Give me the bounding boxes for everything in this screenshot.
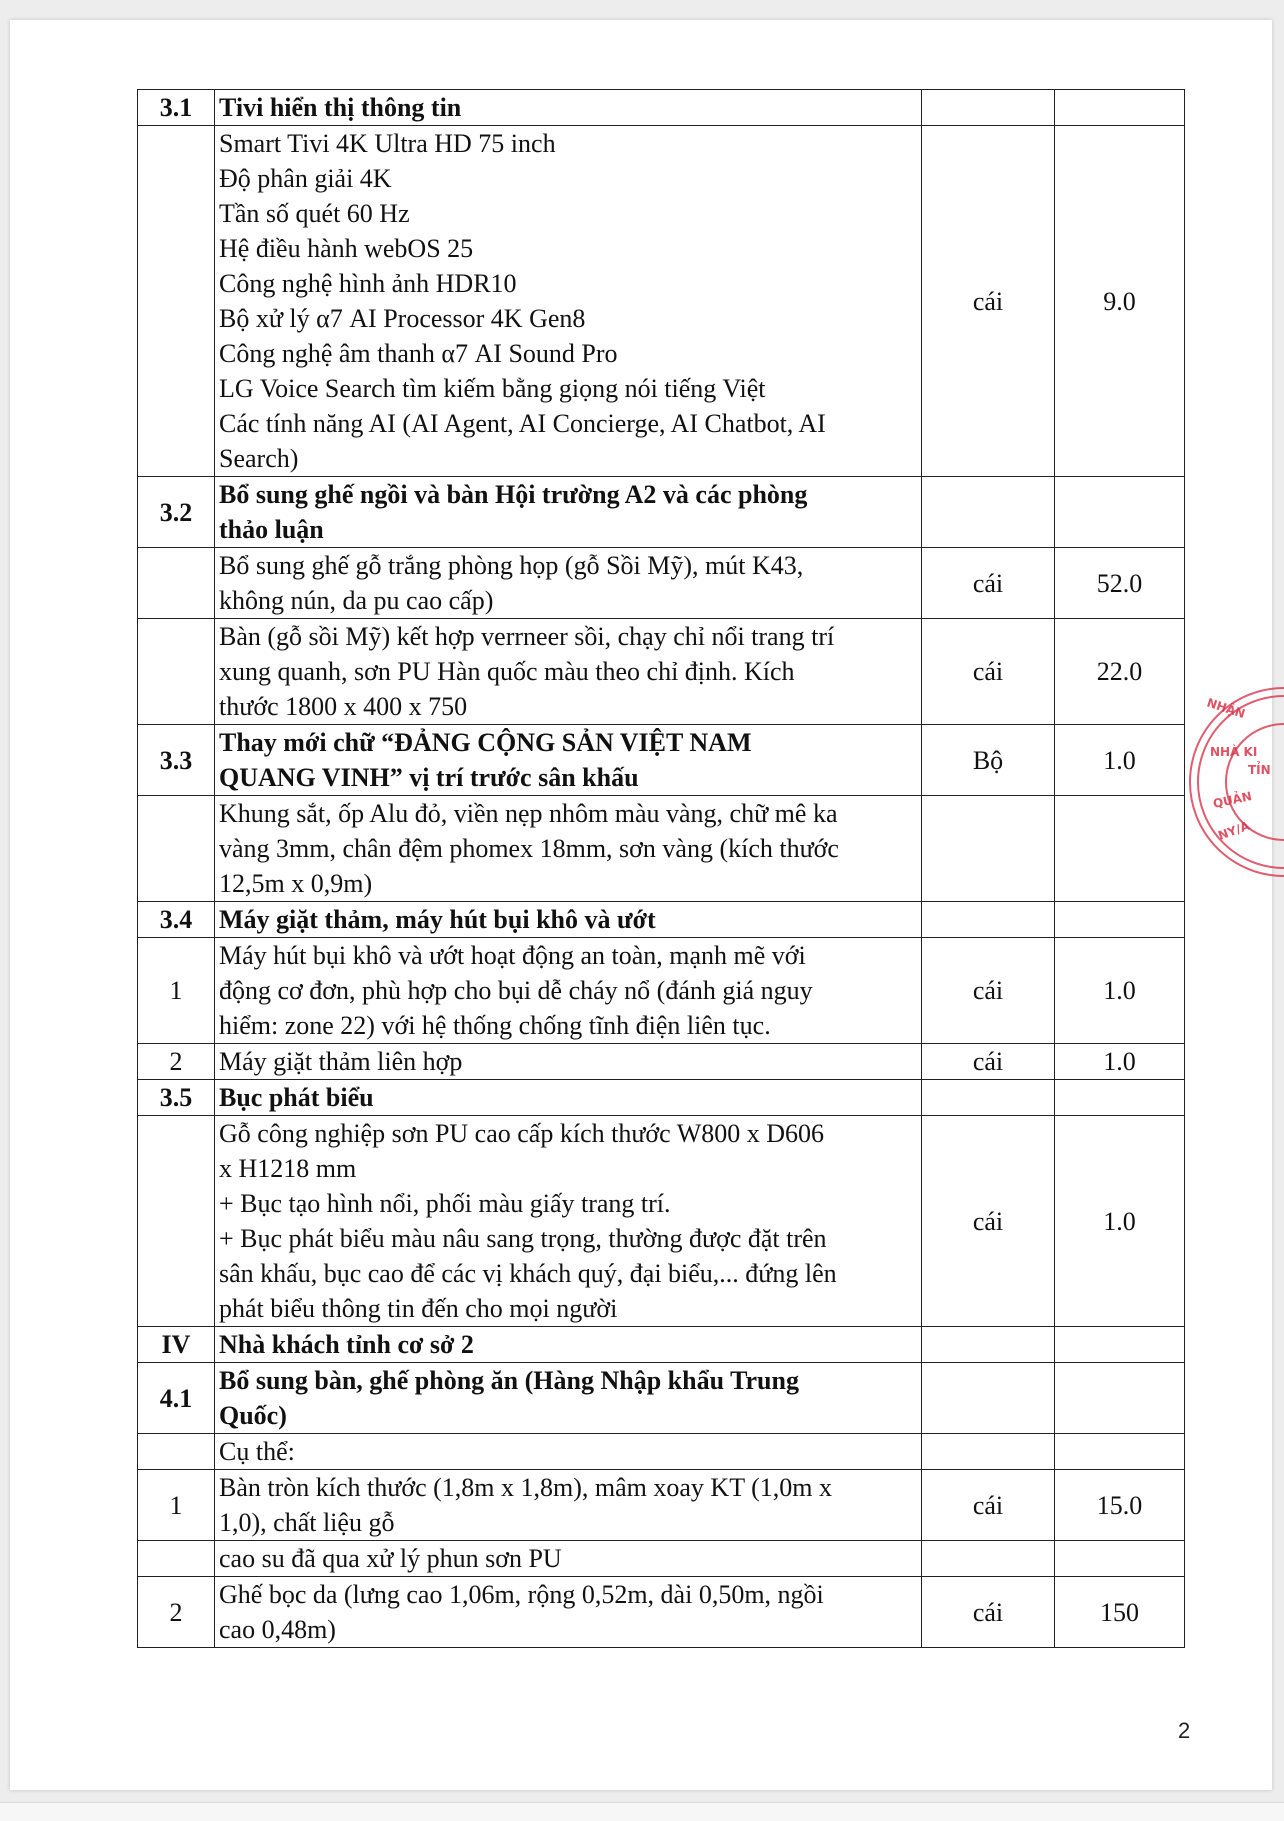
item-description xyxy=(215,1363,922,1434)
item-description xyxy=(215,1327,922,1363)
item-description xyxy=(215,902,922,938)
unit: cái xyxy=(922,938,1055,1044)
item-number: 3.1 xyxy=(138,90,215,126)
description-line: Công nghệ âm thanh α7 AI Sound Pro xyxy=(219,339,618,368)
stamp-text-top: NHẬN xyxy=(1205,695,1247,722)
description-line: x H1218 mm xyxy=(219,1154,357,1183)
description-line: hiểm: zone 22) với hệ thống chống tĩnh điện liên tục. xyxy=(219,1011,771,1040)
table-row xyxy=(138,90,1185,126)
description-line: Máy giặt thảm liên hợp xyxy=(219,1047,463,1076)
quantity xyxy=(1055,477,1185,548)
item-description xyxy=(215,548,922,619)
description-line: Độ phân giải 4K xyxy=(219,164,392,193)
item-description xyxy=(215,1080,922,1116)
table-row xyxy=(138,1080,1185,1116)
stamp-text-bottom: NY/A xyxy=(1216,818,1252,843)
unit xyxy=(922,1080,1055,1116)
quantity: 1.0 xyxy=(1055,938,1185,1044)
table-row xyxy=(138,1577,1185,1648)
item-description xyxy=(215,126,922,477)
item-number xyxy=(138,1541,215,1577)
description-line: Máy hút bụi khô và ướt hoạt động an toàn, mạnh mẽ với xyxy=(219,941,806,970)
item-description xyxy=(215,796,922,902)
description-line: Quốc) xyxy=(219,1401,287,1430)
item-number: 3.3 xyxy=(138,725,215,796)
quantity xyxy=(1055,1327,1185,1363)
unit: cái xyxy=(922,619,1055,725)
description-line: Bàn tròn kích thước (1,8m x 1,8m), mâm xoay KT (1,0m x xyxy=(219,1473,832,1502)
description-line: 12,5m x 0,9m) xyxy=(219,869,373,898)
description-line: Thay mới chữ “ĐẢNG CỘNG SẢN VIỆT NAM xyxy=(219,728,752,757)
quantity xyxy=(1055,796,1185,902)
quantity: 1.0 xyxy=(1055,1044,1185,1080)
description-line: Bục phát biểu xyxy=(219,1083,374,1112)
description-line: vàng 3mm, chân đệm phomex 18mm, sơn vàng (kích thước xyxy=(219,834,839,863)
description-line: Khung sắt, ốp Alu đỏ, viền nẹp nhôm màu vàng, chữ mê ka xyxy=(219,799,838,828)
description-line: Tivi hiển thị thông tin xyxy=(219,93,462,122)
description-line: Cụ thể: xyxy=(219,1437,295,1466)
next-page-edge xyxy=(0,1802,1284,1821)
description-line: động cơ đơn, phù hợp cho bụi dễ cháy nổ (đánh giá nguy xyxy=(219,976,813,1005)
quantity xyxy=(1055,1080,1185,1116)
item-number: 1 xyxy=(138,938,215,1044)
table-row xyxy=(138,902,1185,938)
description-line: thước 1800 x 400 x 750 xyxy=(219,692,468,721)
quantity: 1.0 xyxy=(1055,1116,1185,1327)
unit: cái xyxy=(922,1116,1055,1327)
description-line: Hệ điều hành webOS 25 xyxy=(219,234,474,263)
item-number: 3.4 xyxy=(138,902,215,938)
item-description xyxy=(215,1116,922,1327)
unit xyxy=(922,902,1055,938)
unit xyxy=(922,1363,1055,1434)
description-line: phát biểu thông tin đến cho mọi người xyxy=(219,1294,618,1323)
table-row xyxy=(138,1363,1185,1434)
item-number xyxy=(138,1434,215,1470)
description-line: QUANG VINH” vị trí trước sân khấu xyxy=(219,763,639,792)
description-line: Bổ sung bàn, ghế phòng ăn (Hàng Nhập khẩu Trung xyxy=(219,1366,799,1395)
unit xyxy=(922,796,1055,902)
description-line: + Bục tạo hình nổi, phối màu giấy trang trí. xyxy=(219,1189,671,1218)
description-line: Các tính năng AI (AI Agent, AI Concierge, AI Chatbot, AI xyxy=(219,409,826,438)
description-line: sân khấu, bục cao để các vị khách quý, đại biểu,... đứng lên xyxy=(219,1259,837,1288)
quantity xyxy=(1055,902,1185,938)
item-number: 2 xyxy=(138,1044,215,1080)
quantity: 52.0 xyxy=(1055,548,1185,619)
unit: cái xyxy=(922,1577,1055,1648)
description-line: Search) xyxy=(219,444,299,473)
description-line: Ghế bọc da (lưng cao 1,06m, rộng 0,52m, dài 0,50m, ngồi xyxy=(219,1580,824,1609)
item-number xyxy=(138,126,215,477)
description-line: Bổ sung ghế ngồi và bàn Hội trường A2 và các phòng xyxy=(219,480,808,509)
quantity: 9.0 xyxy=(1055,126,1185,477)
description-line: LG Voice Search tìm kiếm bằng giọng nói tiếng Việt xyxy=(219,374,766,403)
item-number: 3.5 xyxy=(138,1080,215,1116)
item-number: 3.2 xyxy=(138,477,215,548)
item-description xyxy=(215,1470,922,1541)
description-line: Nhà khách tỉnh cơ sở 2 xyxy=(219,1330,474,1359)
stamp-text-line2: TỈN xyxy=(1248,763,1271,777)
unit xyxy=(922,1327,1055,1363)
item-description xyxy=(215,619,922,725)
table-row xyxy=(138,126,1185,477)
table-row xyxy=(138,477,1185,548)
table-row xyxy=(138,1434,1185,1470)
table-row xyxy=(138,1541,1185,1577)
description-line: Gỗ công nghiệp sơn PU cao cấp kích thước W800 x D606 xyxy=(219,1119,825,1148)
unit: cái xyxy=(922,1470,1055,1541)
unit xyxy=(922,90,1055,126)
equipment-table xyxy=(137,89,1185,1648)
item-description xyxy=(215,1434,922,1470)
item-number xyxy=(138,619,215,725)
item-number: 1 xyxy=(138,1470,215,1541)
description-line: không nún, da pu cao cấp) xyxy=(219,586,494,615)
item-number xyxy=(138,548,215,619)
quantity xyxy=(1055,90,1185,126)
unit xyxy=(922,1434,1055,1470)
table-row xyxy=(138,1044,1185,1080)
item-description xyxy=(215,1044,922,1080)
unit: cái xyxy=(922,126,1055,477)
table-row xyxy=(138,1470,1185,1541)
unit: cái xyxy=(922,1044,1055,1080)
page-number: 2 xyxy=(1178,1718,1191,1743)
unit: Bộ xyxy=(922,725,1055,796)
table-row xyxy=(138,725,1185,796)
item-number: IV xyxy=(138,1327,215,1363)
red-stamp xyxy=(1184,682,1284,882)
description-line: cao su đã qua xử lý phun sơn PU xyxy=(219,1544,562,1573)
item-description xyxy=(215,90,922,126)
quantity xyxy=(1055,1434,1185,1470)
item-description xyxy=(215,1577,922,1648)
quantity: 150 xyxy=(1055,1577,1185,1648)
quantity xyxy=(1055,1541,1185,1577)
item-number: 4.1 xyxy=(138,1363,215,1434)
stamp-text-line3: QUẢN xyxy=(1211,789,1254,811)
table-row xyxy=(138,938,1185,1044)
item-description xyxy=(215,938,922,1044)
unit xyxy=(922,1541,1055,1577)
item-number: 2 xyxy=(138,1577,215,1648)
quantity: 15.0 xyxy=(1055,1470,1185,1541)
table-row xyxy=(138,548,1185,619)
description-line: xung quanh, sơn PU Hàn quốc màu theo chỉ định. Kích xyxy=(219,657,795,686)
table-row xyxy=(138,619,1185,725)
quantity: 1.0 xyxy=(1055,725,1185,796)
item-description xyxy=(215,477,922,548)
item-number xyxy=(138,796,215,902)
description-line: Smart Tivi 4K Ultra HD 75 inch xyxy=(219,129,556,158)
description-line: cao 0,48m) xyxy=(219,1615,336,1644)
item-number xyxy=(138,1116,215,1327)
description-line: Tần số quét 60 Hz xyxy=(219,199,410,228)
description-line: Bàn (gỗ sồi Mỹ) kết hợp verrneer sồi, chạy chỉ nổi trang trí xyxy=(219,622,835,651)
unit: cái xyxy=(922,548,1055,619)
quantity xyxy=(1055,1363,1185,1434)
table-row xyxy=(138,1327,1185,1363)
description-line: 1,0), chất liệu gỗ xyxy=(219,1508,395,1537)
table-row xyxy=(138,1116,1185,1327)
description-line: + Bục phát biểu màu nâu sang trọng, thường được đặt trên xyxy=(219,1224,827,1253)
table-row xyxy=(138,796,1185,902)
description-line: Bổ sung ghế gỗ trắng phòng họp (gỗ Sồi Mỹ), mút K43, xyxy=(219,551,804,580)
item-description xyxy=(215,725,922,796)
description-line: Máy giặt thảm, máy hút bụi khô và ướt xyxy=(219,905,656,934)
unit xyxy=(922,477,1055,548)
description-line: Bộ xử lý α7 AI Processor 4K Gen8 xyxy=(219,304,586,333)
quantity: 22.0 xyxy=(1055,619,1185,725)
description-line: thảo luận xyxy=(219,515,324,544)
stamp-text-line1: NHÀ KI xyxy=(1210,745,1258,759)
item-description xyxy=(215,1541,922,1577)
description-line: Công nghệ hình ảnh HDR10 xyxy=(219,269,517,298)
